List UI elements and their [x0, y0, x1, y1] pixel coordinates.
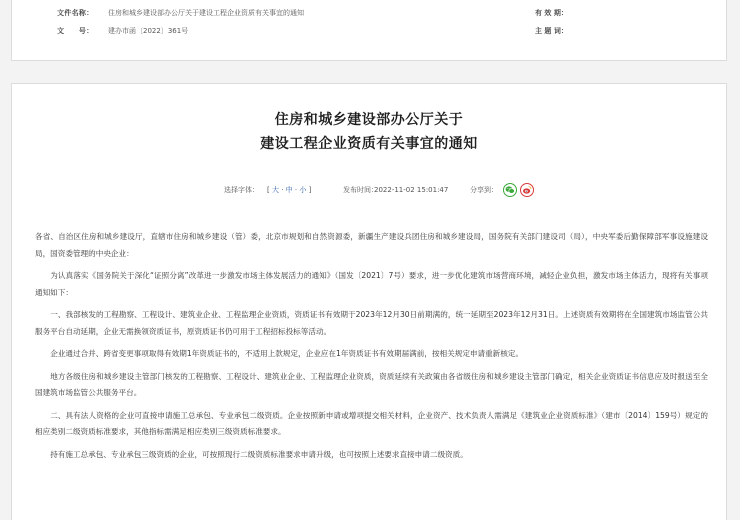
validity-label: 有 效 期： [535, 9, 568, 17]
body-paragraph: 持有施工总承包、专业承包三级资质的企业，可按照现行二级资质标准要求申请升级，也可按照上述要求直接申请二级资质。 [50, 449, 468, 459]
document-metadata-panel [11, 0, 727, 61]
font-size-close-bracket: ] [308, 186, 312, 194]
filename-value: 住房和城乡建设部办公厅关于建设工程企业资质有关事宜的通知 [108, 9, 304, 17]
font-size-separator: · [294, 186, 298, 194]
docno-label: 文 号： [57, 27, 94, 35]
body-paragraph: 企业通过合并、跨省变更事项取得有效期1年资质证书的，不适用上款规定，企业应在1年资质证书有效期届满前，按相关规定申请重新核定。 [50, 349, 524, 358]
salutation-paragraph: 各省、自治区住房和城乡建设厅，直辖市住房和城乡建设（管）委，北京市规划和自然资源委，新疆生产建设兵团住房和城乡建设局，国务院有关部门建设司（局），中央军委后勤保障部军事设施建设局，国资委管理的中央企业： [35, 232, 708, 258]
page-title [12, 108, 726, 156]
weibo-icon[interactable] [520, 183, 534, 197]
font-size-label: 选择字体： [224, 186, 259, 194]
publish-time-label: 发布时间： [343, 186, 378, 194]
document-body [35, 229, 708, 469]
docno-value: 建办市函〔2022〕361号 [108, 27, 189, 35]
body-paragraph: 地方各级住房和城乡建设主管部门核发的工程勘察、工程设计、建筑业企业、工程监理企业资质，资质延续有关政策由各省级住房和城乡建设主管部门确定，相关企业资质证书信息应及时报送至全国建筑市场监管公共服务平台。 [35, 371, 708, 397]
subject-label: 主 题 词： [535, 27, 568, 35]
body-paragraph: 二、具有法人资格的企业可直接申请施工总承包、专业承包二级资质。企业按照新申请或增项提交相关材料，企业资产、技术负责人需满足《建筑业企业资质标准》（建市〔2014〕159号）规定的相应类别二级资质标准要求，其他指标需满足相应类别三级资质标准要求。 [35, 410, 708, 436]
wechat-icon[interactable] [503, 183, 517, 197]
font-size-large-button[interactable]: 大 [271, 186, 279, 194]
title-line-2: 建设工程企业资质有关事宜的通知 [260, 136, 478, 152]
font-size-small-button[interactable]: 小 [299, 186, 307, 194]
body-paragraph: 一、我部核发的工程勘察、工程设计、建筑业企业、工程监理企业资质，资质证书有效期于2023年12月30日前期满的，统一延期至2023年12月31日。上述资质有效期将在全国建筑市场监管公共服务平台自动延期，企业无需换领资质证书，原资质证书仍可用于工程招标投标等活动。 [35, 310, 708, 336]
font-size-selector [267, 180, 311, 200]
meta-row-filename [12, 4, 726, 22]
meta-row-docno [12, 22, 726, 40]
font-size-medium-button[interactable]: 中 [285, 186, 293, 194]
publish-time-value: 2022-11-02 15:01:47 [374, 186, 449, 194]
filename-label: 文件名称： [57, 9, 94, 17]
font-size-separator: · [281, 186, 284, 194]
body-paragraph: 为认真落实《国务院关于深化“证照分离”改革进一步激发市场主体发展活力的通知》（国发〔2021〕7号）要求，进一步优化建筑市场营商环境，减轻企业负担，激发市场主体活力，现将有关事项通知如下： [35, 271, 708, 297]
share-label: 分享到： [470, 186, 498, 194]
font-size-open-bracket: [ [267, 186, 270, 194]
document-card [11, 83, 727, 520]
document-info-bar [12, 180, 726, 200]
title-line-1: 住房和城乡建设部办公厅关于 [274, 112, 464, 128]
